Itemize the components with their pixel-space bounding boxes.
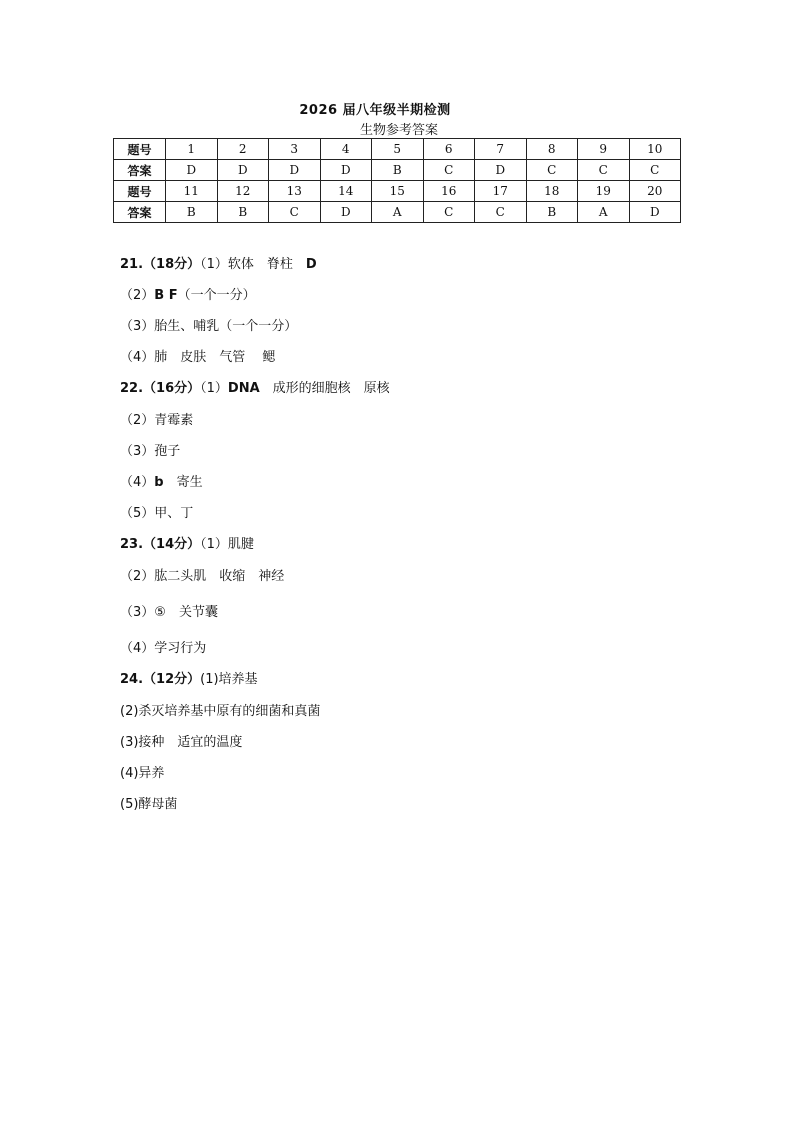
q23-part3: 关节囊 xyxy=(165,605,218,620)
answer-table xyxy=(113,138,681,223)
table-row xyxy=(114,139,681,160)
q22-line-3: （3）孢子 xyxy=(120,444,181,459)
q21-part2-prefix: （2） xyxy=(120,288,155,303)
table-cell: 10 xyxy=(629,139,681,160)
q24-line-4: (4)异养 xyxy=(120,766,165,781)
row-label: 题号 xyxy=(114,181,166,202)
q24-line-3: (3)接种 适宜的温度 xyxy=(120,735,243,750)
table-cell: 12 xyxy=(217,181,269,202)
q24-line-2: (2)杀灭培养基中原有的细菌和真菌 xyxy=(120,704,321,719)
table-row xyxy=(114,181,681,202)
q21-part2-bold: B F xyxy=(154,288,178,303)
table-cell: D xyxy=(269,160,321,181)
q21-part1: （1）软体 脊柱 xyxy=(200,257,306,272)
q21-line-3: （3）胎生、哺乳（一个一分） xyxy=(120,319,298,334)
row-label: 题号 xyxy=(114,139,166,160)
table-row xyxy=(114,202,681,223)
table-cell: D xyxy=(629,202,681,223)
table-cell: 19 xyxy=(578,181,630,202)
q22-part1-prefix: （1） xyxy=(200,381,228,396)
table-cell: C xyxy=(423,202,475,223)
q22-line-5: （5）甲、丁 xyxy=(120,506,194,521)
table-cell: C xyxy=(423,160,475,181)
table-cell: A xyxy=(372,202,424,223)
table-cell: 16 xyxy=(423,181,475,202)
table-cell: 9 xyxy=(578,139,630,160)
table-cell: A xyxy=(578,202,630,223)
table-cell: C xyxy=(578,160,630,181)
q22-head: 22.（16分） xyxy=(120,381,201,396)
row-label: 答案 xyxy=(114,202,166,223)
q22-part1-bold: DNA xyxy=(227,381,260,396)
q24-line-5: (5)酵母菌 xyxy=(120,797,178,812)
table-cell: 17 xyxy=(475,181,527,202)
q21-line-4: （4）肺 皮肤 气管 鳃 xyxy=(120,350,276,365)
table-cell: 7 xyxy=(475,139,527,160)
table-cell: 5 xyxy=(372,139,424,160)
table-cell: B xyxy=(526,202,578,223)
table-cell: D xyxy=(320,160,372,181)
q23-line-2: （2）肱二头肌 收缩 神经 xyxy=(120,569,285,584)
table-cell: 14 xyxy=(320,181,372,202)
table-cell: C xyxy=(475,202,527,223)
q23-line-4: （4）学习行为 xyxy=(120,641,207,656)
table-cell: C xyxy=(526,160,578,181)
table-row xyxy=(114,160,681,181)
table-cell: B xyxy=(217,202,269,223)
table-cell: 13 xyxy=(269,181,321,202)
table-cell: B xyxy=(166,202,218,223)
table-cell: 11 xyxy=(166,181,218,202)
q23-part3-prefix: （3） xyxy=(120,605,155,620)
q24-head: 24.（12分） xyxy=(120,672,201,687)
table-cell: 20 xyxy=(629,181,681,202)
q23-line-1 xyxy=(120,533,254,552)
q22-line-1 xyxy=(120,377,390,396)
q21-part1-bold: D xyxy=(305,257,317,272)
table-cell: 3 xyxy=(269,139,321,160)
q22-part4-bold: b xyxy=(154,475,164,490)
row-label: 答案 xyxy=(114,160,166,181)
q23-head: 23.（14分） xyxy=(120,537,201,552)
table-cell: 6 xyxy=(423,139,475,160)
table-cell: D xyxy=(166,160,218,181)
q22-line-4 xyxy=(120,471,203,490)
exam-title: 2026 届八年级半期检测 xyxy=(299,103,451,118)
table-cell: 2 xyxy=(217,139,269,160)
table-cell: B xyxy=(372,160,424,181)
table-cell: 18 xyxy=(526,181,578,202)
table-cell: 8 xyxy=(526,139,578,160)
exam-subtitle: 生物参考答案 xyxy=(359,123,438,138)
table-cell: C xyxy=(629,160,681,181)
q21-part2: （一个一分） xyxy=(177,288,256,303)
table-cell: D xyxy=(475,160,527,181)
q22-line-2: （2）青霉素 xyxy=(120,413,194,428)
table-cell: D xyxy=(320,202,372,223)
table-cell: C xyxy=(269,202,321,223)
circled-five-mark: ⑤ xyxy=(154,605,166,620)
table-cell: D xyxy=(217,160,269,181)
q22-part4-prefix: （4） xyxy=(120,475,155,490)
q21-line-2 xyxy=(120,284,256,303)
q24-part1: (1)培养基 xyxy=(200,672,258,687)
q22-part4: 寄生 xyxy=(163,475,203,490)
q23-part1: （1）肌腱 xyxy=(200,537,254,552)
table-cell: 1 xyxy=(166,139,218,160)
q23-line-3 xyxy=(120,601,218,620)
q21-line-1 xyxy=(120,253,317,272)
table-cell: 15 xyxy=(372,181,424,202)
q24-line-1 xyxy=(120,668,258,687)
q22-part1: 成形的细胞核 原核 xyxy=(259,381,390,396)
q21-head: 21.（18分） xyxy=(120,257,201,272)
table-cell: 4 xyxy=(320,139,372,160)
